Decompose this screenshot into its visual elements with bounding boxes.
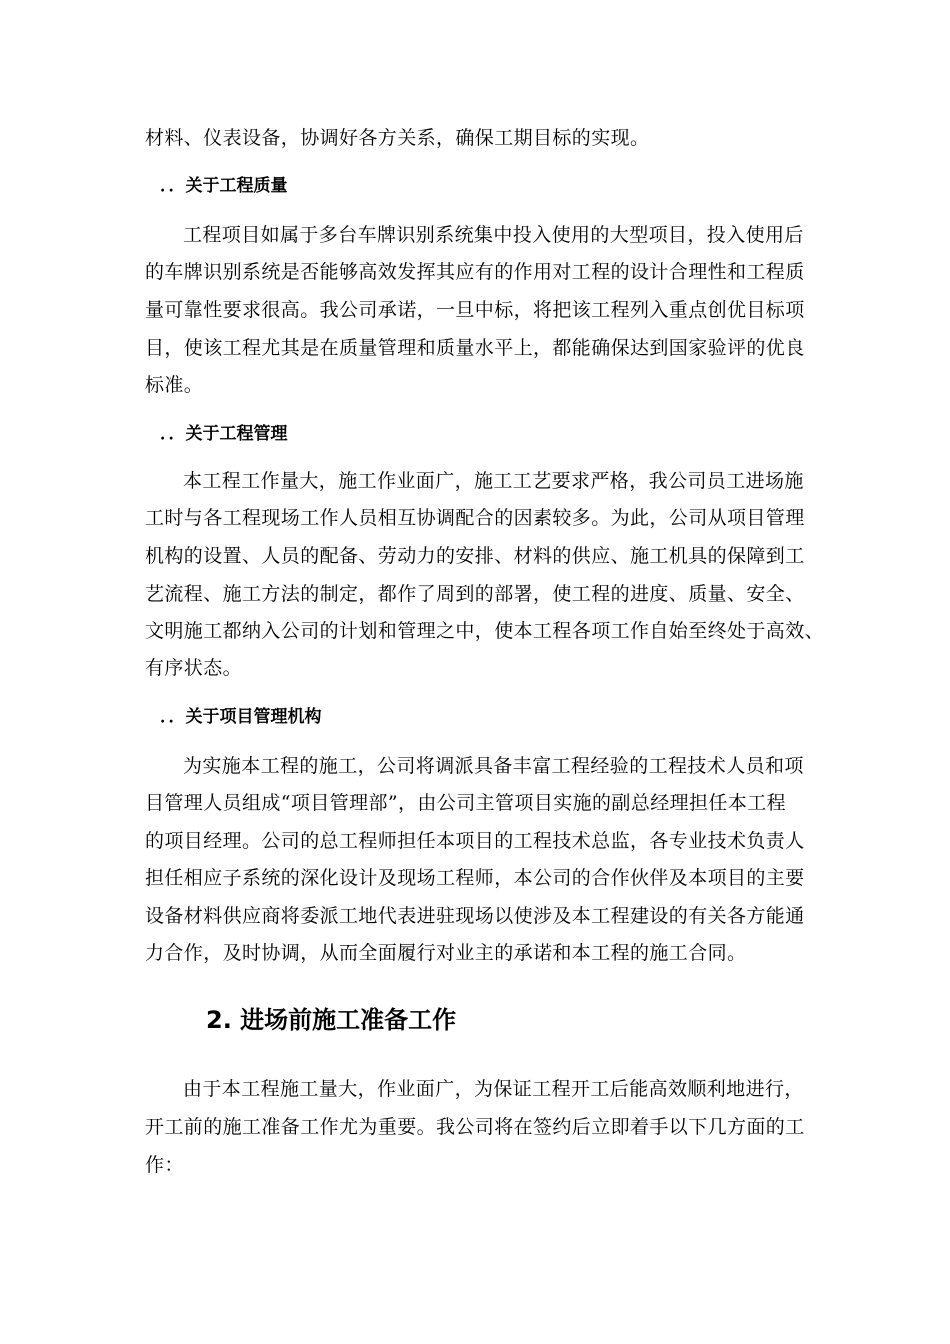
paragraph-line: 的车牌识别系统是否能够高效发挥其应有的作用对工程的设计合理性和工程质 (145, 261, 805, 283)
paragraph-line: 目管理人员组成“项目管理部”，由公司主管项目实施的副总经理担任本工程 (145, 792, 787, 814)
paragraph-line: 设备材料供应商将委派工地代表进驻现场以使涉及本工程建设的有关各方能通 (145, 905, 805, 927)
paragraph-line: 材料、仪表设备，协调好各方关系，确保工期目标的实现。 (145, 127, 650, 149)
paragraph-line: 的项目经理。公司的总工程师担任本项目的工程技术总监，各专业技术负责人 (145, 830, 805, 852)
paragraph-line: 文明施工都纳入公司的计划和管理之中，使本工程各项工作自始至终处于高效、 (145, 620, 825, 642)
paragraph-line: 艺流程、施工方法的制定，都作了周到的部署，使工程的进度、质量、安全、 (145, 583, 805, 605)
subheading-project-org: ．．关于项目管理机构 (160, 707, 322, 727)
paragraph-line: 作： (145, 1154, 184, 1176)
paragraph-line: 工时与各工程现场工作人员相互协调配合的因素较多。为此，公司从项目管理 (145, 507, 805, 529)
paragraph-line: 工程项目如属于多台车牌识别系统集中投入使用的大型项目，投入使用后 (183, 224, 804, 246)
paragraph-line: 开工前的施工准备工作尤为重要。我公司将在签约后立即着手以下几方面的工 (145, 1116, 805, 1138)
paragraph-line: 有序状态。 (145, 657, 243, 679)
paragraph-line: 担任相应子系统的深化设计及现场工程师，本公司的合作伙伴及本项目的主要 (145, 867, 805, 889)
paragraph-line: 由于本工程施工量大，作业面广，为保证工程开工后能高效顺利地进行， (183, 1078, 804, 1100)
paragraph-line: 机构的设置、人员的配备、劳动力的安排、材料的供应、施工机具的保障到工 (145, 545, 805, 567)
paragraph-line: 本工程工作量大，施工作业面广，施工工艺要求严格，我公司员工进场施 (183, 470, 804, 492)
paragraph-line: 目，使该工程尤其是在质量管理和质量水平上，都能确保达到国家验评的优良 (145, 337, 805, 359)
section-heading: 2. 进场前施工准备工作 (206, 1006, 457, 1034)
subheading-quality: ．．关于工程质量 (160, 176, 288, 196)
subheading-management: ．．关于工程管理 (160, 424, 288, 444)
paragraph-line: 力合作，及时协调，从而全面履行对业主的承诺和本工程的施工合同。 (145, 942, 747, 964)
paragraph-line: 为实施本工程的施工，公司将调派具备丰富工程经验的工程技术人员和项 (183, 755, 804, 777)
paragraph-line: 标准。 (145, 374, 204, 396)
paragraph-line: 量可靠性要求很高。我公司承诺，一旦中标，将把该工程列入重点创优目标项 (145, 299, 805, 321)
